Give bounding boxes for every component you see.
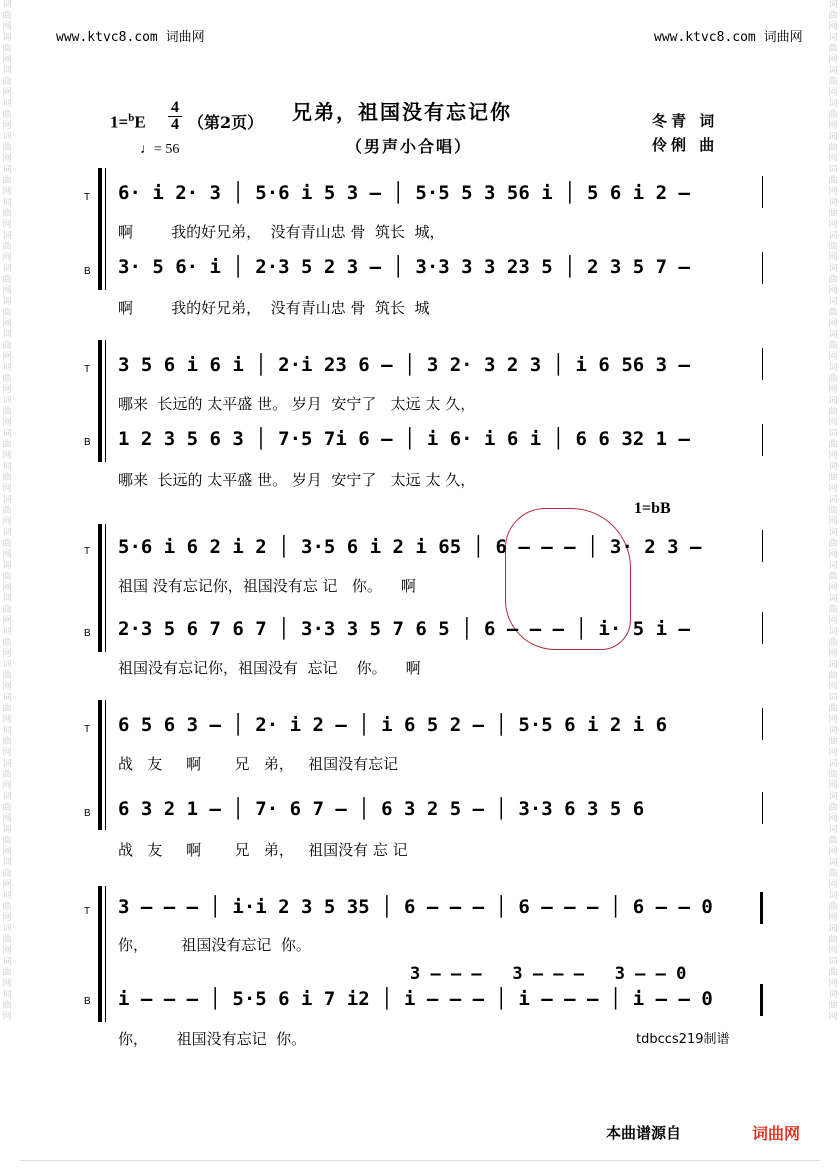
system-brace (98, 886, 106, 1022)
barline (762, 176, 763, 208)
tenor-notes: 3 5 6 i 6 i │ 2·i 23 6 – │ 3 2· 3 2 3 │ i 6 56 3 – (118, 354, 690, 376)
final-barline (760, 984, 763, 1016)
tenor-label: T (84, 546, 91, 557)
bass-label: B (84, 628, 91, 639)
bass-lyrics: 祖国没有忘记你，祖国没有 忘记 你。 啊 (118, 659, 421, 677)
tenor-notes: 3 – – – │ i·i 2 3 5 35 │ 6 – – – │ 6 – – – │ 6 – – 0 (118, 896, 713, 918)
system-brace (98, 524, 106, 652)
bass-notes: 2·3 5 6 7 6 7 │ 3·3 3 5 7 6 5 │ 6 – – – │ i· 5 i – (118, 618, 690, 640)
tenor-lyrics: 祖国 没有忘记你，祖国没有忘 记 你。 啊 (118, 577, 416, 595)
site-url-left: www.ktvc8.com 词曲网 (56, 30, 205, 45)
bass-label: B (84, 437, 91, 448)
tempo-marking: ♩= 56 (140, 142, 180, 157)
key-note: E (134, 112, 146, 132)
tenor-lyrics: 你， 祖国没有忘记 你。 (118, 936, 311, 954)
source-label: 本曲谱源自 (606, 1124, 682, 1142)
barline (762, 612, 763, 644)
barline (762, 424, 763, 456)
source-brand-link[interactable]: 词曲网 (752, 1124, 801, 1143)
barline (762, 348, 763, 380)
barline (762, 530, 763, 562)
key-flat: b (128, 112, 135, 124)
key-signature (110, 112, 146, 133)
barline (762, 792, 763, 824)
key-prefix: 1= (110, 112, 129, 132)
song-subtitle: （男声小合唱） (346, 137, 473, 156)
bass-notes: i – – – │ 5·5 6 i 7 i2 │ i – – – │ i – – – │ i – – 0 (118, 988, 713, 1010)
system-brace (98, 340, 106, 462)
tenor-label: T (84, 724, 91, 735)
time-bottom: 4 (168, 116, 182, 133)
system-brace (98, 168, 106, 290)
side-watermark-left: 词曲网词曲网词曲网词曲网词曲网词曲网词曲网词曲网词曲网词曲网词曲网词曲网词曲网词曲网词曲网词曲网词曲网词曲网词曲网词曲网词曲网词曲网词曲网词曲网词曲网词曲网词曲网词曲网词曲网词曲网词曲网 (2, 0, 12, 1022)
side-watermark-right: 词曲网词曲网词曲网词曲网词曲网词曲网词曲网词曲网词曲网词曲网词曲网词曲网词曲网词曲网词曲网词曲网词曲网词曲网词曲网词曲网词曲网词曲网词曲网词曲网词曲网词曲网词曲网词曲网词曲网词曲网词曲网 (828, 0, 838, 1022)
barline (762, 708, 763, 740)
song-title: 兄弟，祖国没有忘记你 (292, 100, 512, 124)
bass-notes: 3· 5 6· i │ 2·3 5 2 3 – │ 3·3 3 3 23 5 │ 2 3 5 7 – (118, 256, 690, 278)
tenor-notes: 5·6 i 6 2 i 2 │ 3·5 6 i 2 i 65 │ 6 – – – │ 3· 2 3 – (118, 536, 702, 558)
tenor-lyrics: 哪来 长远的 太平盛 世。 岁月 安宁了 太远 太 久， (118, 395, 476, 413)
maker-credit: tdbccs219制谱 (636, 1032, 730, 1047)
bass-label: B (84, 266, 91, 277)
site-url-right: www.ktvc8.com 词曲网 (654, 30, 803, 45)
bass-notes: 6 3 2 1 – │ 7· 6 7 – │ 6 3 2 5 – │ 3·3 6 3 5 6 (118, 798, 645, 820)
system-brace (98, 700, 106, 830)
tenor-label: T (84, 192, 91, 203)
composer-credit: 伶俐 曲 (652, 136, 719, 154)
tenor-notes: 6 5 6 3 – │ 2· i 2 – │ i 6 5 2 – │ 5·5 6 i 2 i 6 (118, 714, 668, 736)
page-label: （第2页） (188, 113, 264, 132)
time-top: 4 (171, 99, 179, 116)
bass-lyrics: 你， 祖国没有忘记 你。 (118, 1030, 307, 1048)
tenor-notes: 6· i 2· 3 │ 5·6 i 5 3 – │ 5·5 5 3 56 i │ 5 6 i 2 – (118, 182, 690, 204)
lyricist-credit: 冬青 词 (652, 112, 719, 130)
modulation-key: 1=bB (634, 500, 671, 517)
bass-lyrics: 战 友 啊 兄 弟， 祖国没有 忘 记 (118, 841, 408, 859)
bass-top-notes: 3 – – – 3 – – – 3 – – 0 (410, 964, 687, 984)
bass-label: B (84, 996, 91, 1007)
tenor-lyrics: 战 友 啊 兄 弟， 祖国没有忘记 (118, 755, 399, 773)
final-barline (760, 892, 763, 924)
tenor-lyrics: 啊 我的好兄弟， 没有青山忠 骨 筑长 城， (118, 223, 445, 241)
bottom-divider (20, 1160, 820, 1161)
tenor-label: T (84, 364, 91, 375)
tenor-label: T (84, 906, 91, 917)
time-signature (168, 100, 182, 133)
bass-label: B (84, 808, 91, 819)
barline (762, 252, 763, 284)
bass-notes: 1 2 3 5 6 3 │ 7·5 7i 6 – │ i 6· i 6 i │ 6 6 32 1 – (118, 428, 690, 450)
bass-lyrics: 啊 我的好兄弟， 没有青山忠 骨 筑长 城 (118, 299, 430, 317)
bass-lyrics: 哪来 长远的 太平盛 世。 岁月 安宁了 太远 太 久， (118, 471, 476, 489)
